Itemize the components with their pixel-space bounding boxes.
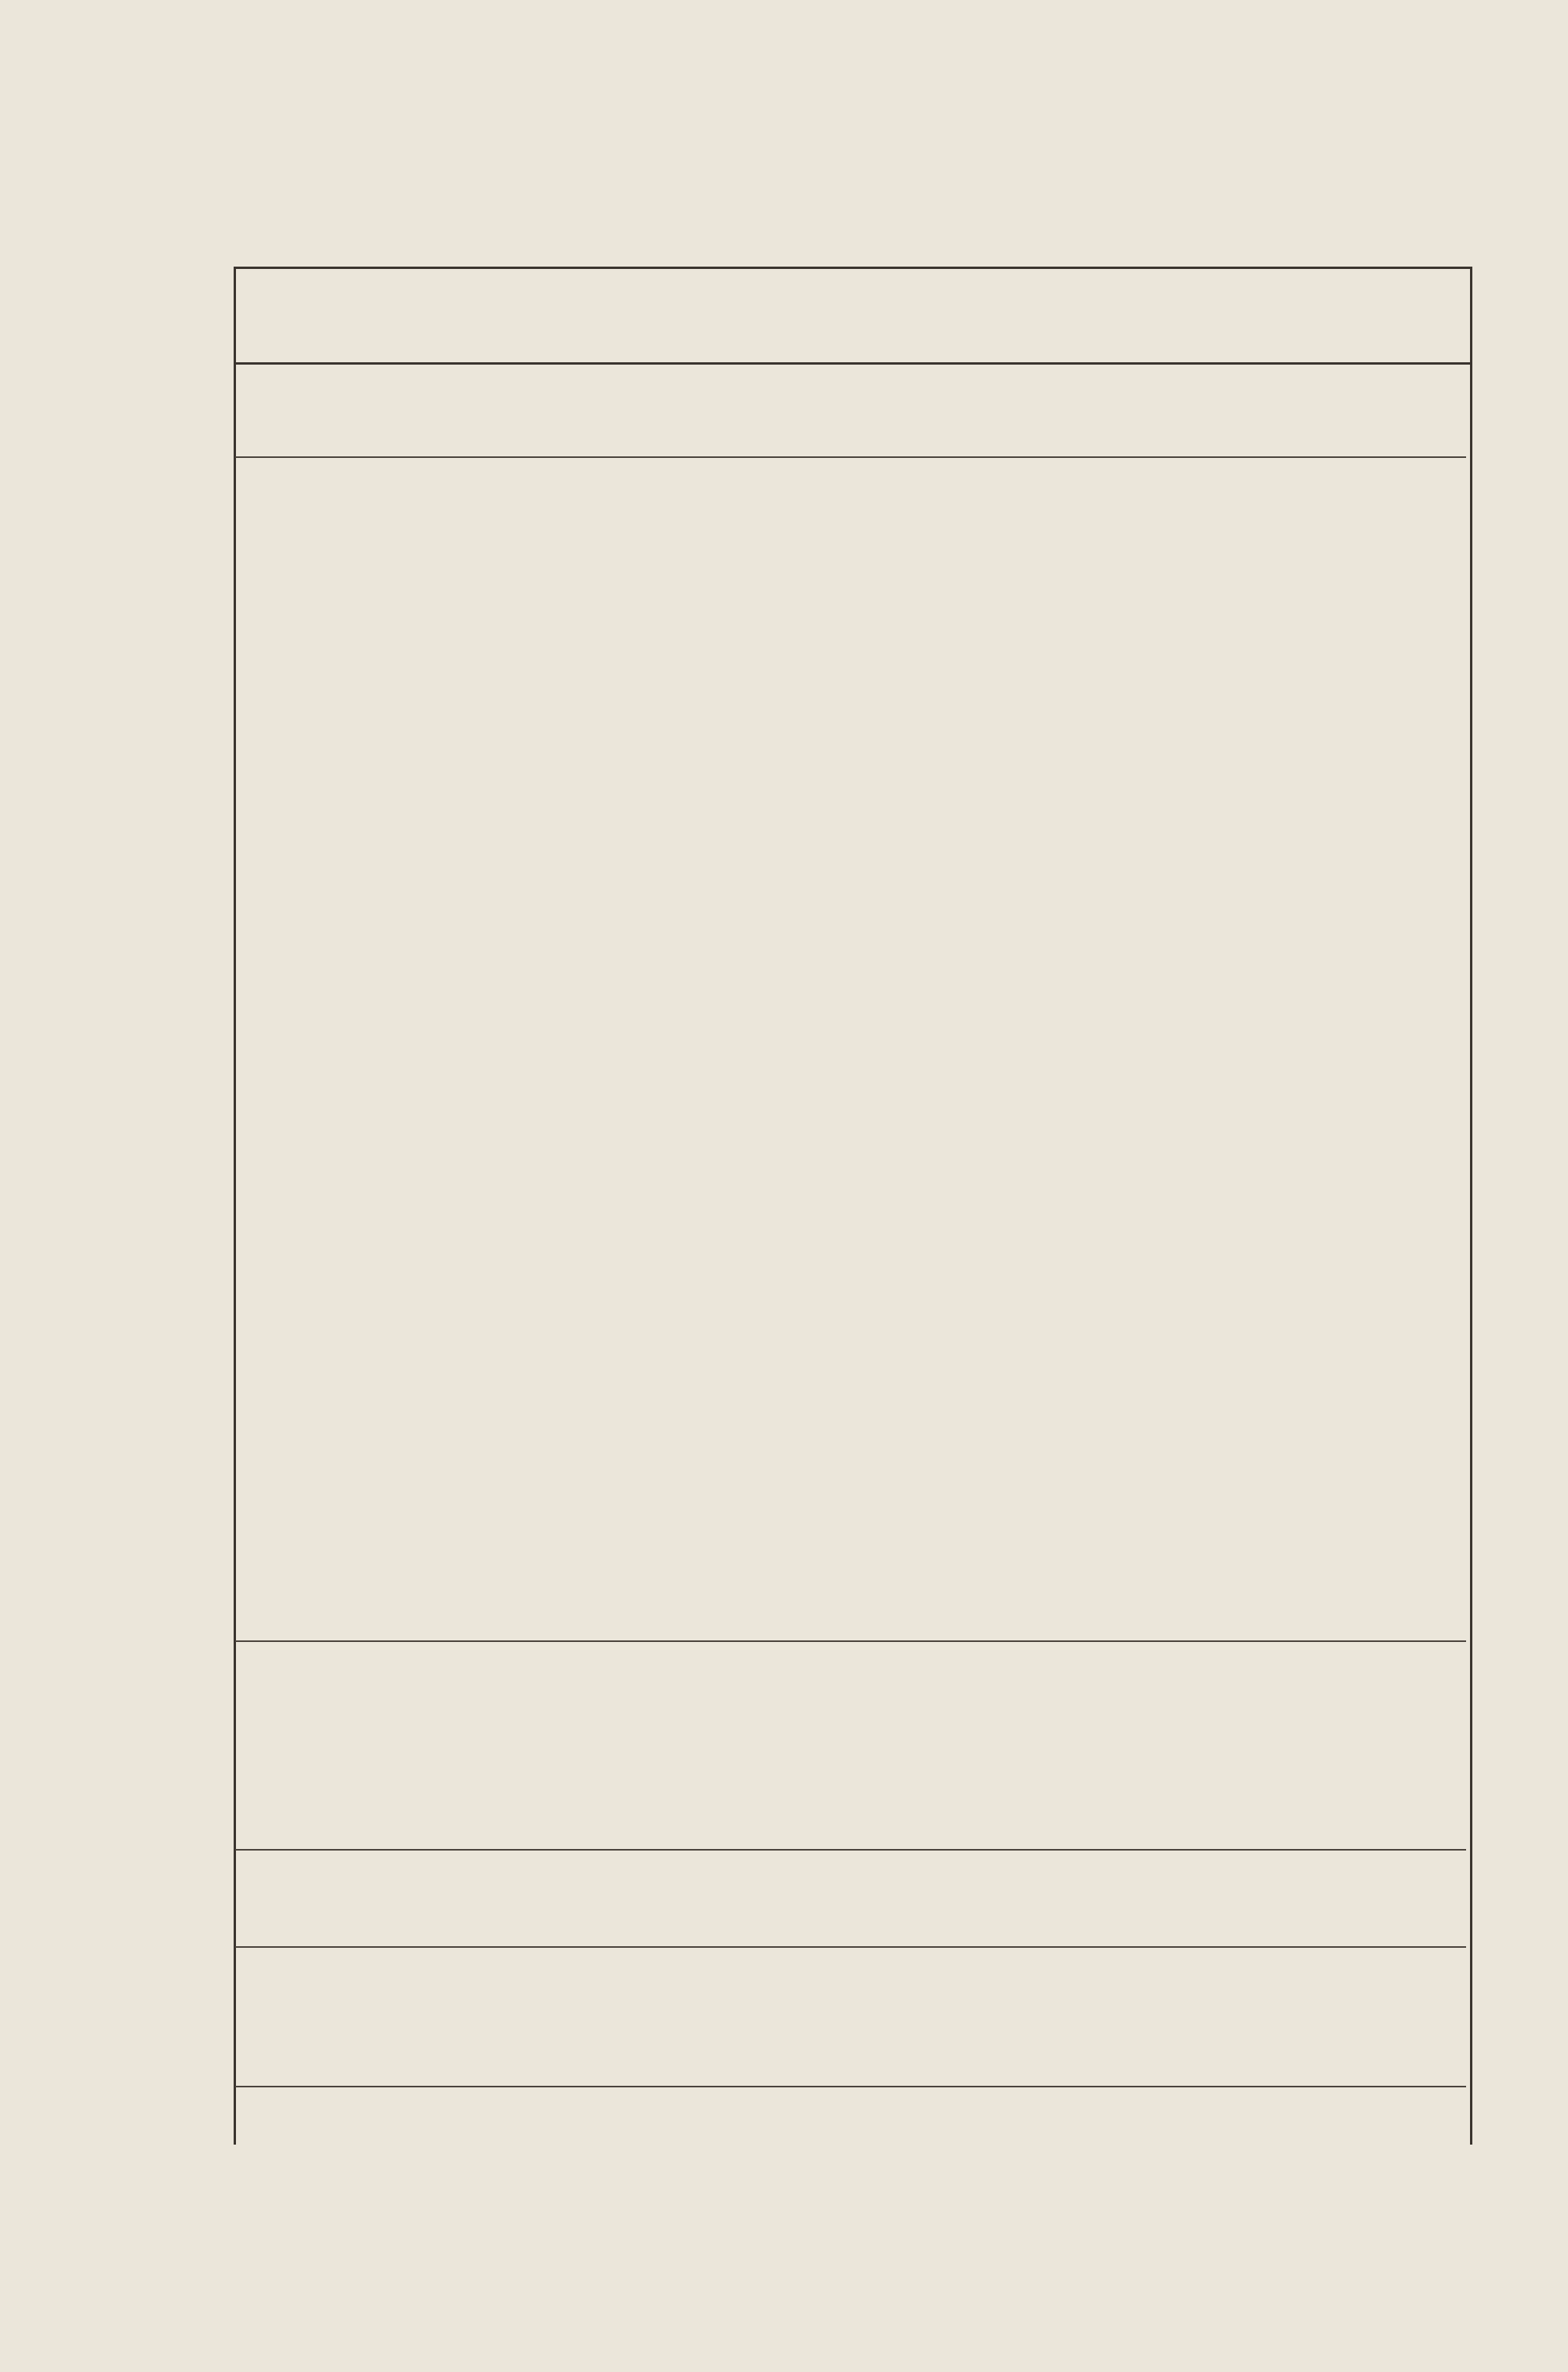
station-2-rule (235, 1946, 1466, 1948)
header-bottom-rule (234, 362, 1470, 365)
page-title (0, 140, 1568, 185)
station-1-rule (235, 456, 1466, 458)
table-bottom-rule (235, 2086, 1466, 2087)
table-top-rule (234, 267, 1470, 269)
summary-rule (235, 1640, 1466, 1642)
station-2-top-rule (235, 1849, 1466, 1851)
table-frame (234, 267, 1472, 2145)
